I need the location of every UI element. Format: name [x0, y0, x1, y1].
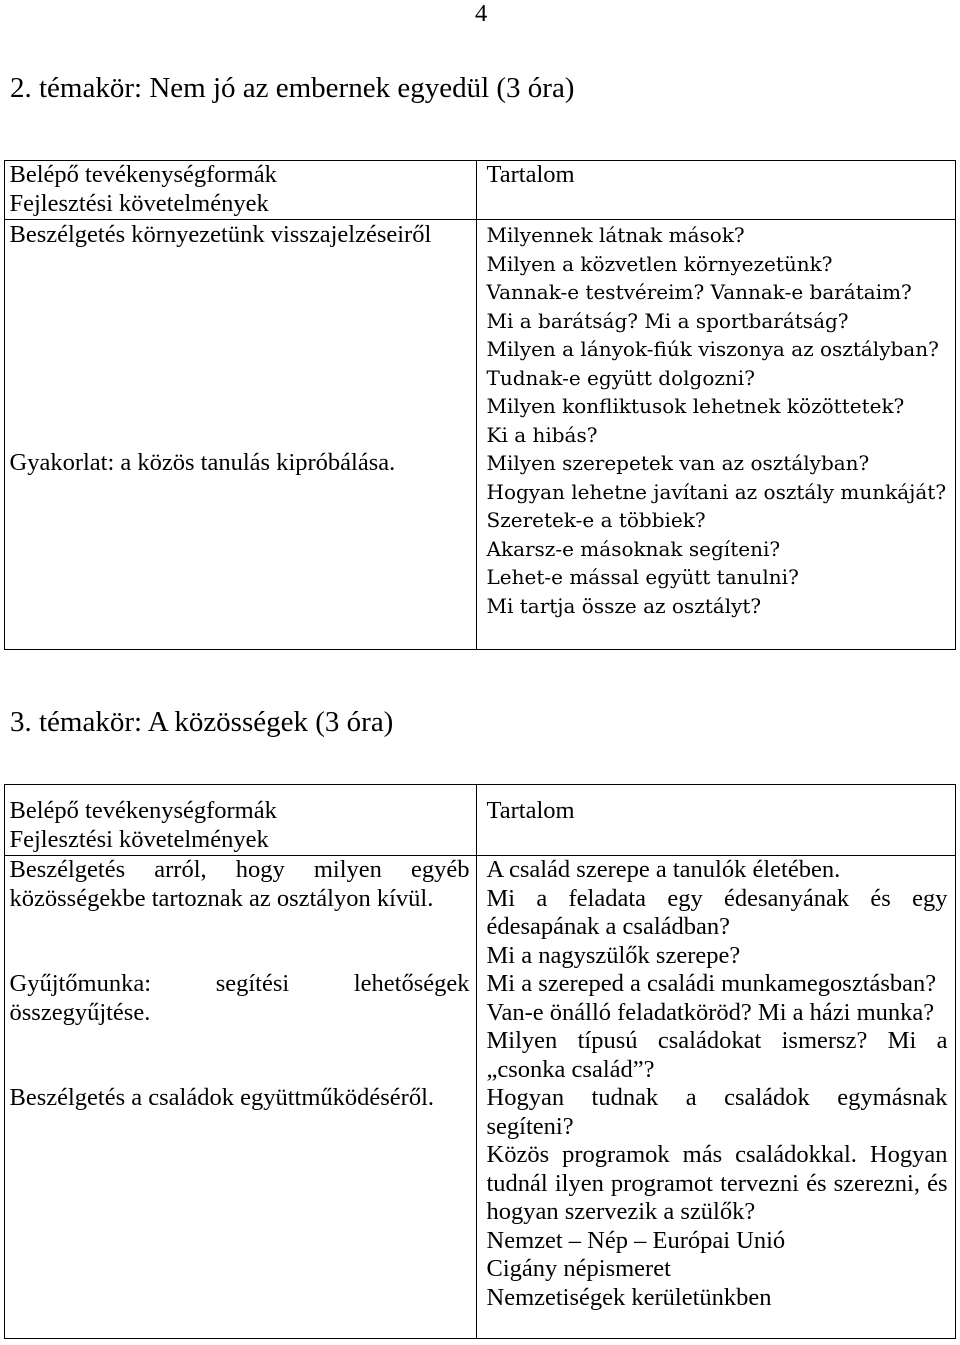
activities-cell: [10, 221, 470, 478]
curriculum-table: [4, 784, 956, 1339]
content-line: Lehet-e mással együtt tanulni?: [486, 565, 799, 589]
section-heading: 2. témakör: Nem jó az embernek egyedül (3 óra): [10, 72, 575, 104]
content-cell: [487, 221, 948, 620]
content-line: Mi tartja össze az osztályt?: [486, 593, 762, 618]
content-line: Tudnak-e együtt dolgozni?: [486, 365, 755, 390]
content-line: A család szerepe a tanulók életében.: [486, 856, 841, 883]
content-line: Vannak-e testvéreim? Vannak-e barátaim?: [486, 280, 912, 304]
content-line: Van-e önálló feladatköröd? Mi a házi munka?: [486, 998, 935, 1026]
content-line: tudnál ilyen programot tervezni és szerezni, és: [486, 1169, 948, 1197]
content-line: Milyennek látnak mások?: [486, 223, 745, 247]
column-header: Tartalom: [486, 161, 575, 188]
content-line: Nemzet – Nép – Európai Unió: [486, 1226, 786, 1254]
activity-line: összegyűjtése.: [9, 998, 151, 1026]
header-row-divider: [5, 219, 955, 221]
activity-line: Beszélgetés a családok együttműködéséről.: [9, 1084, 435, 1111]
content-line: hogyan szervezik a szülők?: [486, 1198, 756, 1225]
column-divider: [476, 161, 478, 649]
content-cell: [487, 856, 948, 1312]
activities-cell: [10, 856, 470, 1113]
content-line: Cigány népismeret: [486, 1255, 671, 1282]
header-cell-right: [487, 797, 948, 826]
content-line: „csonka család”?: [486, 1055, 655, 1083]
content-line: Milyen típusú családokat ismersz? Mi a: [486, 1027, 948, 1054]
content-line: Milyen szerepetek van az osztályban?: [486, 451, 870, 475]
content-line: segíteni?: [486, 1112, 574, 1140]
header-cell-left: [10, 797, 470, 854]
activity-line: közösségekbe tartoznak az osztályon kívül.: [9, 884, 434, 912]
content-line: Akarsz-e másoknak segíteni?: [486, 536, 781, 561]
content-line: Mi a nagyszülők szerepe?: [486, 941, 741, 969]
column-divider: [476, 785, 478, 1338]
content-line: Nemzetiségek kerületünkben: [486, 1283, 772, 1311]
header-cell-left: [10, 161, 470, 218]
content-line: Mi a barátság? Mi a sportbarátság?: [486, 308, 849, 333]
content-line: Milyen a lányok-fiúk viszonya az osztályban?: [486, 337, 939, 361]
content-line: Hogyan tudnak a családok egymásnak: [486, 1084, 948, 1111]
content-line: Közös programok más családokkal. Hogyan: [486, 1141, 948, 1168]
content-line: édesapának a családban?: [486, 913, 730, 940]
content-line: Mi a szereped a családi munkamegosztásban?: [486, 970, 937, 997]
column-header: Fejlesztési követelmények: [9, 189, 269, 217]
content-line: Milyen a közvetlen környezetünk?: [486, 251, 833, 276]
section-heading: 3. témakör: A közösségek (3 óra): [10, 706, 394, 738]
content-line: Szeretek-e a többiek?: [486, 508, 706, 532]
header-cell-right: [487, 161, 948, 190]
content-line: Mi a feladata egy édesanyának és egy: [486, 884, 948, 912]
curriculum-table: [4, 160, 956, 650]
column-header: Belépő tevékenységformák: [9, 797, 277, 824]
content-line: Hogyan lehetne javítani az osztály munkáját?: [486, 479, 947, 504]
column-header: Tartalom: [486, 797, 575, 824]
page-number: 4: [475, 0, 488, 27]
content-line: Milyen konfliktusok lehetnek közöttetek?: [486, 394, 905, 418]
column-header: Belépő tevékenységformák: [9, 161, 277, 188]
content-line: Ki a hibás?: [486, 422, 598, 447]
activity-line: Gyakorlat: a közös tanulás kipróbálása.: [9, 449, 396, 476]
column-header: Fejlesztési követelmények: [9, 825, 269, 853]
activity-line: Beszélgetés környezetünk visszajelzéseiről: [9, 221, 432, 248]
activity-line: Beszélgetés arról, hogy milyen egyéb: [9, 856, 470, 883]
activity-line: Gyűjtőmunka: segítési lehetőségek: [9, 970, 470, 997]
